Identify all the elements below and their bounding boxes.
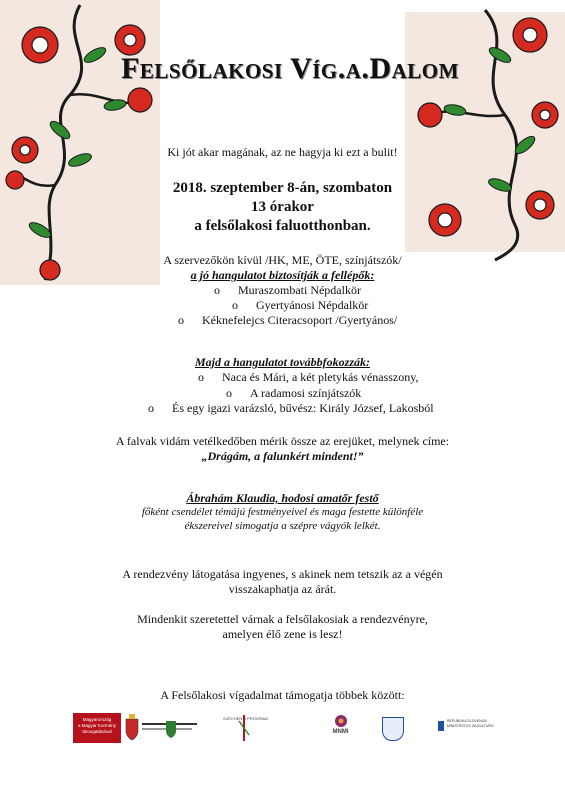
organizers-line: A szervezőkön kívül /HK, ME, ÖTE, színjátszók/ <box>163 253 402 267</box>
performer2-item: o Naca és Mári, a két pletykás vénasszony, <box>198 370 419 384</box>
left-floral-ornament <box>0 0 160 285</box>
contest-line: A falvak vidám vetélkedőben mérik össze az erejüket, melynek címe: <box>115 434 450 448</box>
support-line: A Felsőlakosi vígadalmat támogatja többek között: <box>160 688 405 702</box>
mood2-heading: Majd a hangulatot továbbfokozzák: <box>194 355 371 369</box>
tagline: Ki jót akar magának, az ne hagyja ki ezt a bulit! <box>167 145 398 159</box>
performer-item: o Muraszombati Népdalkör <box>214 283 361 297</box>
sponsor-logo-mnmi: MNMI <box>313 713 368 743</box>
performer-item: o Kéknefelejcs Citeracsoport /Gyertyános/ <box>178 313 398 327</box>
free-entry-line: A rendezvény látogatása ingyenes, s akinek nem tetszik az a végén <box>122 567 443 581</box>
contest-title: „Drágám, a falunkért mindent!” <box>201 449 364 463</box>
invite-line: Mindenkit szeretettel várnak a felsőlakosiak a rendezvényre, <box>137 612 428 626</box>
mood-heading: a jó hangulatot biztosítják a fellépők: <box>190 268 375 282</box>
performer-item: o Gyertyánosi Népdalkör <box>232 298 369 312</box>
free-entry-line: visszakaphatja az árát. <box>228 582 337 596</box>
artist-name: Ábrahám Klaudia, hodosi amatőr festő <box>186 491 379 505</box>
sponsor-logo-gerb <box>165 713 177 743</box>
event-venue: a felsőlakosi faluotthonban. <box>194 218 371 234</box>
performer2-item: o És egy igazi varázsló, bűvész: Király József, Lakosból <box>148 401 434 415</box>
page-title: Felsőlakosi Víg.a.Dalom <box>121 52 459 85</box>
sponsor-logo-slovenia-ministry: REPUBLIKA SLOVENIJA MINISTRSTVO ZA KULTURO <box>438 713 498 743</box>
sponsor-logo-municipality <box>378 713 406 743</box>
sponsor-logo-hungary: Magyarország a Magyar Kormány támogatásával <box>73 713 121 743</box>
event-time: 13 órakor <box>251 199 314 215</box>
performer2-item: o A radamosi színjátszók <box>226 386 362 400</box>
sponsor-logo-coat-of-arms <box>124 713 140 743</box>
artist-desc: főként csendélet témájú festményeivel és maga festette különféle <box>141 506 424 518</box>
sponsor-logo-szechenyi: SZÉCHENYI PROGRAM <box>218 713 273 743</box>
artist-desc: ékszereivel simogatja a szépre vágyók lelkét. <box>184 520 381 532</box>
event-date: 2018. szeptember 8-án, szombaton <box>172 180 393 196</box>
invite-line: amelyen élő zene is lesz! <box>222 627 343 641</box>
